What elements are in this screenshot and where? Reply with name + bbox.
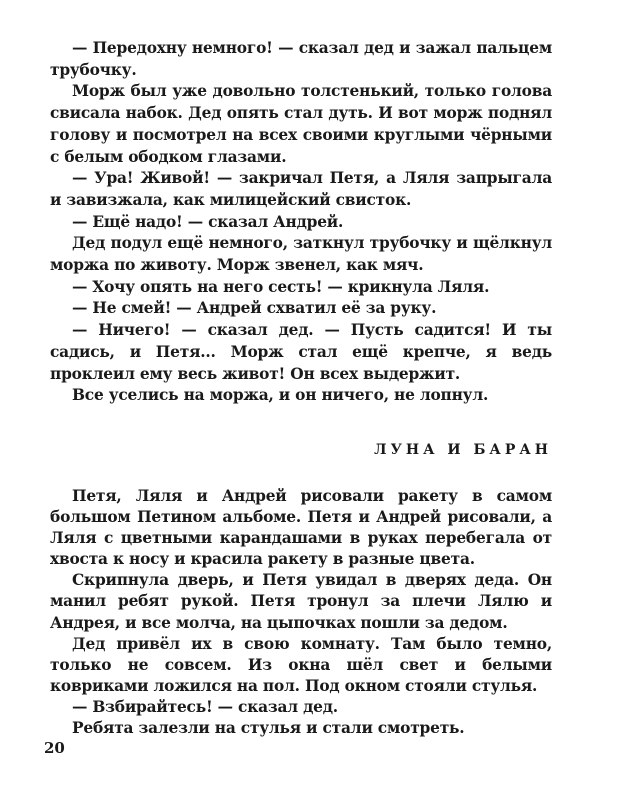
top-text-block [50, 38, 552, 407]
paragraph: Дед подул ещё немного, заткнул трубочку и щёлкнул моржа по животу. Морж звенел, как мяч. [50, 234, 552, 275]
paragraph: — Ура! Живой! — закричал Петя, а Ляля запрыгала и завизжала, как милицейский свисток. [50, 169, 552, 209]
paragraph: Ребята залезли на стулья и стали смотреть. [72, 719, 465, 738]
paragraph: Дед привёл их в свою комнату. Там было темно, только не совсем. Из окна шёл свет и белыми ковриками ложился на пол. Под окном стояли стулья. [50, 634, 552, 695]
paragraph: Скрипнула дверь, и Петя увидал в дверях деда. Он манил ребят рукой. Петя тронул за плечи Лялю и Андрея, и все молча, на цыпочках пошли за дедом. [50, 571, 552, 632]
paragraph: — Ещё надо! — сказал Андрей. [72, 212, 344, 231]
page-number: 20 [44, 739, 65, 757]
paragraph: — Ничего! — сказал дед. — Пусть садится! И ты садись, и Петя... Морж стал ещё крепче, я ведь проклеил ему весь живот! Он всех выдержит. [50, 321, 552, 383]
bottom-text-block [50, 486, 552, 739]
chapter-title: ЛУНА И БАРАН [374, 442, 552, 458]
paragraph: — Не смей! — Андрей схватил её за руку. [72, 299, 437, 318]
paragraph: — Хочу опять на него сесть! — крикнула Ляля. [72, 277, 490, 296]
paragraph: — Передохну немного! — сказал дед и зажал пальцем трубочку. [50, 39, 552, 79]
paragraph: Все уселись на моржа, и он ничего, не лопнул. [72, 386, 489, 405]
paragraph: Петя, Ляля и Андрей рисовали ракету в самом большом Петином альбоме. Петя и Андрей рисовали, а Ляля с цветными карандашами в руках перебегала от хвоста к носу и красила ракету в разные цвета. [50, 487, 552, 569]
paragraph: — Взбирайтесь! — сказал дед. [72, 697, 338, 716]
paragraph: Морж был уже довольно толстенький, только голова свисала набок. Дед опять стал дуть. И вот морж поднял голову и посмотрел на всех своими круглыми чёрными с белым ободком глазами. [50, 82, 552, 166]
